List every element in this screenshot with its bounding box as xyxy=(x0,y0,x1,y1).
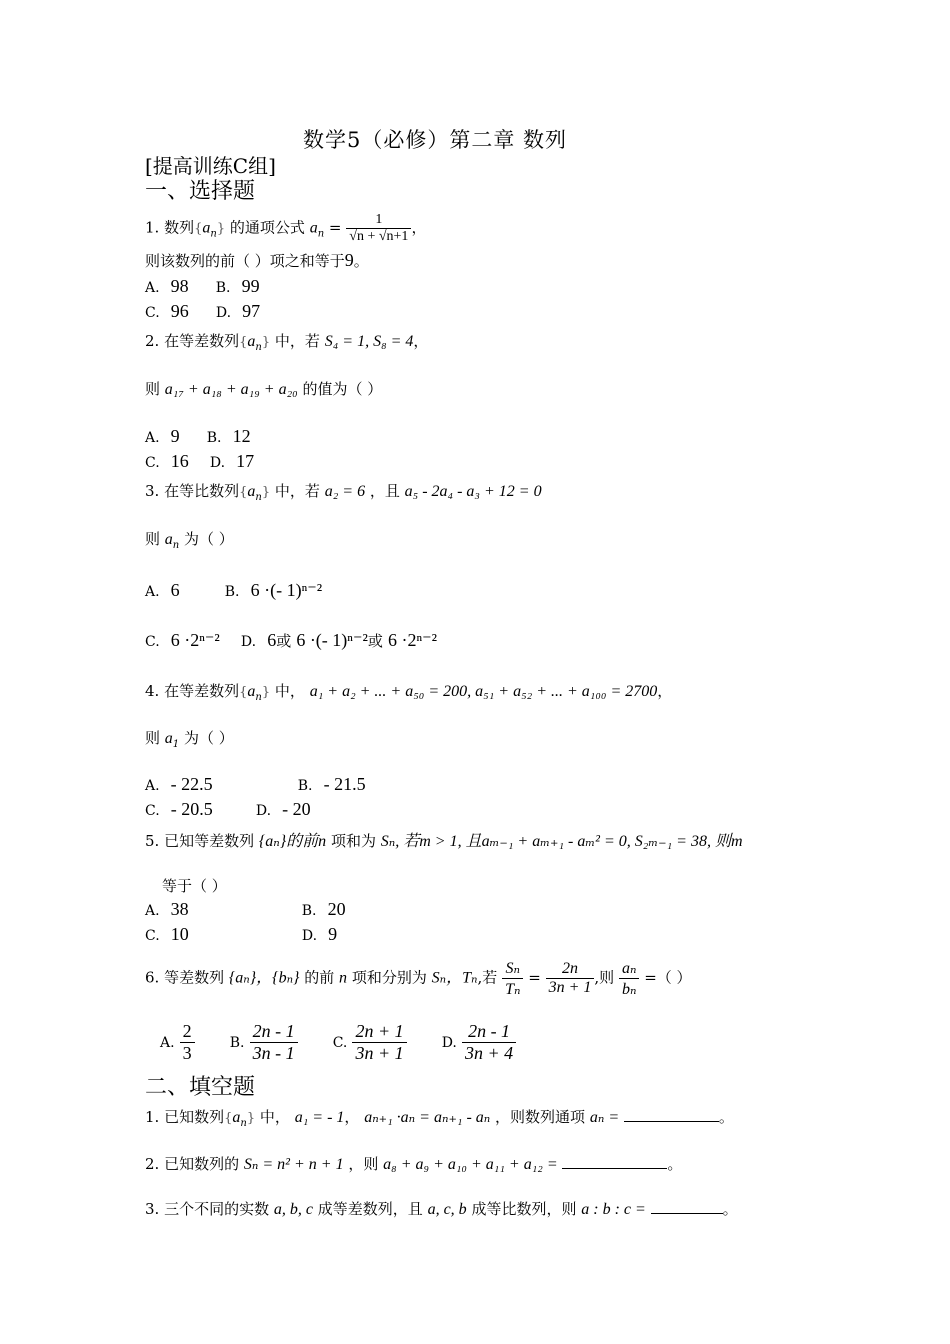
question-2: 2. 在等差数列$\{a_n\}$ 中，若 S₄ = 1, S₈ = 4， xyxy=(145,332,429,353)
question-2-line2: 则 a₁₇ + a₁₈ + a₁₉ + a₂₀ 的值为（ ） xyxy=(145,380,383,398)
q1-options-row1: A. 98 B. 99 xyxy=(145,276,260,296)
option-b-fraction: $\frac{2n - 1}{3n - 1}$ xyxy=(250,1021,298,1064)
fill-question-1: 1. 已知数列$\{a_n\}$ 中， a₁ = - 1， aₙ₊₁ ·aₙ = aₙ₊₁ - aₙ ，则数列通项 aₙ = 。 xyxy=(145,1108,734,1129)
option-a-fraction: $\frac{2}{3}$ xyxy=(180,1021,195,1064)
fill-question-3: 3. 三个不同的实数 a, b, c 成等差数列，且 a, c, b 成等比数列，则 a : b : c = 。 xyxy=(145,1200,738,1218)
question-number: 1. xyxy=(145,218,160,237)
q1-options-row2: C. 96 D. 97 xyxy=(145,301,261,321)
ratio-fraction-value: $\frac{2n}{3n + 1}$ xyxy=(546,960,595,997)
seq-symbol: a xyxy=(202,219,211,237)
q5-options-row2: C. 10 D. 9 xyxy=(145,924,338,944)
section1-heading: 一、选择题 xyxy=(145,179,256,204)
formula-fraction: $\frac{1}{√n + √n+1}$ xyxy=(346,212,411,245)
q2-options-row2: C. 16 D. 17 xyxy=(145,451,255,471)
question-1-line2: 则该数列的前（ ）项之和等于9。 xyxy=(145,250,369,270)
q4-options-row2: C. - 20.5 D. - 20 xyxy=(145,799,311,819)
page-title: 数学5（必修）第二章 数列 xyxy=(303,128,568,152)
q5-options-row1: A. 38 B. 20 xyxy=(145,899,346,919)
section-subtitle: [提高训练C组] xyxy=(145,154,276,178)
q2-options-row1: A. 9 B. 12 xyxy=(145,426,251,446)
question-5-line2: 等于（ ） xyxy=(162,877,227,895)
section2-heading: 二、填空题 xyxy=(145,1075,256,1100)
ratio-fraction-a-b: $\frac{\text{aₙ}}{\text{bₙ}}$ xyxy=(619,958,639,999)
question-1: 1. 数列$\{a_n\}$ 的通项公式 $a_n$ = $\frac{1}{√n + √n+1}$ ， xyxy=(145,212,427,244)
answer-blank[interactable] xyxy=(624,1121,719,1122)
q4-options-row1: A. - 22.5 B. - 21.5 xyxy=(145,774,366,794)
question-5: 5. 已知等差数列 {aₙ}的前n 项和为 Sₙ, 若m > 1, 且aₘ₋₁ + aₘ₊₁ - aₘ² = 0, S₂ₘ₋₁ = 38, 则m xyxy=(145,832,743,850)
q6-options-row: A. $\frac{2}{3}$ B. $\frac{2n - 1}{3n - 1}$ C. $\frac{2n + 1}{3n + 1}$ D. $\frac{2n - 1}{3n + 4}$ xyxy=(160,1021,516,1064)
question-4-line2: 则 $a_1$ 为（ ） xyxy=(145,729,234,750)
question-3-line2: 则 $a_n$ 为（ ） xyxy=(145,530,234,551)
fill-question-2: 2. 已知数列的 Sₙ = n² + n + 1 ，则 a₈ + a₉ + a₁₀ + a₁₁ + a₁₂ = 。 xyxy=(145,1155,683,1173)
question-6: 6. 等差数列 {aₙ}，{bₙ} 的前 n 项和分别为 Sₙ，Tₙ,若 $\frac{\text{Sₙ}}{\text{Tₙ}}$ = $\frac{2n}{3n + 1}$ ,则 $\frac{\text{aₙ}}{\text{bₙ}}$ =（ ） xyxy=(145,960,692,998)
q3-options-row2: C. 6 ·2ⁿ⁻² D. 6或 6 ·(- 1)ⁿ⁻²或 6 ·2ⁿ⁻² xyxy=(145,630,438,650)
question-4: 4. 在等差数列$\{a_n\}$ 中， a₁ + a₂ + ... + a₅₀ = 200, a₅₁ + a₅₂ + ... + a₁₀₀ = 2700， xyxy=(145,682,673,703)
option-d-fraction: $\frac{2n - 1}{3n + 4}$ xyxy=(462,1021,516,1064)
answer-blank[interactable] xyxy=(651,1213,723,1214)
ratio-fraction-s-t: $\frac{\text{Sₙ}}{\text{Tₙ}}$ xyxy=(502,958,523,999)
answer-blank[interactable] xyxy=(562,1168,667,1169)
q3-options-row1: A. 6 B. 6 ·(- 1)ⁿ⁻² xyxy=(145,580,323,600)
question-3: 3. 在等比数列$\{a_n\}$ 中，若 a₂ = 6 ，且 a₅ - 2a₄ - a₃ + 12 = 0 xyxy=(145,482,542,503)
option-c-fraction: $\frac{2n + 1}{3n + 1}$ xyxy=(352,1021,406,1064)
